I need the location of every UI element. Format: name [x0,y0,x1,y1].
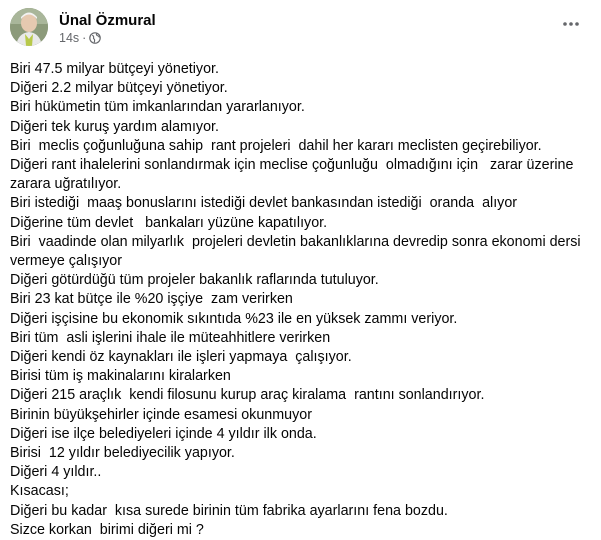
post-text-line: Sizce korkan birimi diğeri mi ? [10,521,204,538]
post-text-line: Diğeri 4 yıldır.. [10,464,102,481]
post-text-line: Diğeri kendi öz kaynakları ile işleri yapmaya çalışıyor. [10,349,352,366]
post-text [10,60,591,540]
post-text-line: Diğeri götürdüğü tüm projeler bakanlık raflarında tutuluyor. [10,272,379,289]
post-text-line: Birisi tüm iş makinalarını kiralarken [10,368,231,385]
post-timestamp[interactable]: 14s [59,31,80,45]
post-text-line: Biri vaadinde olan milyarlık projeleri devletin bakanlıklarına devredip sonra ekonomi dersi vermeye çalışıyor [10,233,585,270]
more-horizontal-icon [563,22,579,26]
post-text-line: Diğeri bu kadar kısa surede birinin tüm fabrika ayarlarını fena bozdu. [10,502,448,519]
post-text-line: Biri tüm asli işlerini ihale ile müteahhitlere verirken [10,329,331,346]
post-text-line: Diğeri 215 araçlık kendi filosunu kurup araç kiralama rantını sonlandırıyor. [10,387,485,404]
profile-photo-icon [10,8,48,46]
post-text-line: Kısacası; [10,483,69,500]
post-meta [59,31,101,45]
avatar[interactable] [10,8,48,46]
post-text-line: Biri 47.5 milyar bütçeyi yönetiyor. [10,61,219,77]
post-text-line: Diğeri 2.2 milyar bütçeyi yönetiyor. [10,80,228,97]
post-text-line: Diğeri işçisine bu ekonomik sıkıntıda %23 ile en yüksek zammı veriyor. [10,310,458,327]
post-text-line: Diğeri tek kuruş yardım alamıyor. [10,118,219,135]
post-text-line: Biri istediği maaş bonuslarını istediği devlet bankasından istediği oranda alıyor [10,195,518,212]
author-name[interactable]: Ünal Özmural [59,12,156,29]
post-text-line: Diğeri ise ilçe belediyeleri içinde 4 yıldır ilk onda. [10,425,317,442]
globe-icon[interactable] [89,32,101,44]
post-text-line: Biri hükümetin tüm imkanlarından yararlanıyor. [10,99,305,116]
post-text-line: Biri meclis çoğunluğuna sahip rant projeleri dahil her kararı meclisten geçirebiliyor. [10,137,542,154]
post-text-line: Diğerine tüm devlet bankaları yüzüne kapatılıyor. [10,214,328,231]
meta-separator: · [82,31,87,45]
post-header [10,8,591,48]
post-text-line: Birisi 12 yıldır belediyecilik yapıyor. [10,445,235,462]
more-options-button[interactable] [557,10,585,38]
post-text-line: Birinin büyükşehirler içinde esamesi okunmuyor [10,406,312,423]
post-text-line: Biri 23 kat bütçe ile %20 işçiye zam verirken [10,291,293,308]
post-text-line: Diğeri rant ihalelerini sonlandırmak için meclise çoğunluğu olmadığını için zarar üzerine zarara uğratılıyor. [10,157,578,193]
